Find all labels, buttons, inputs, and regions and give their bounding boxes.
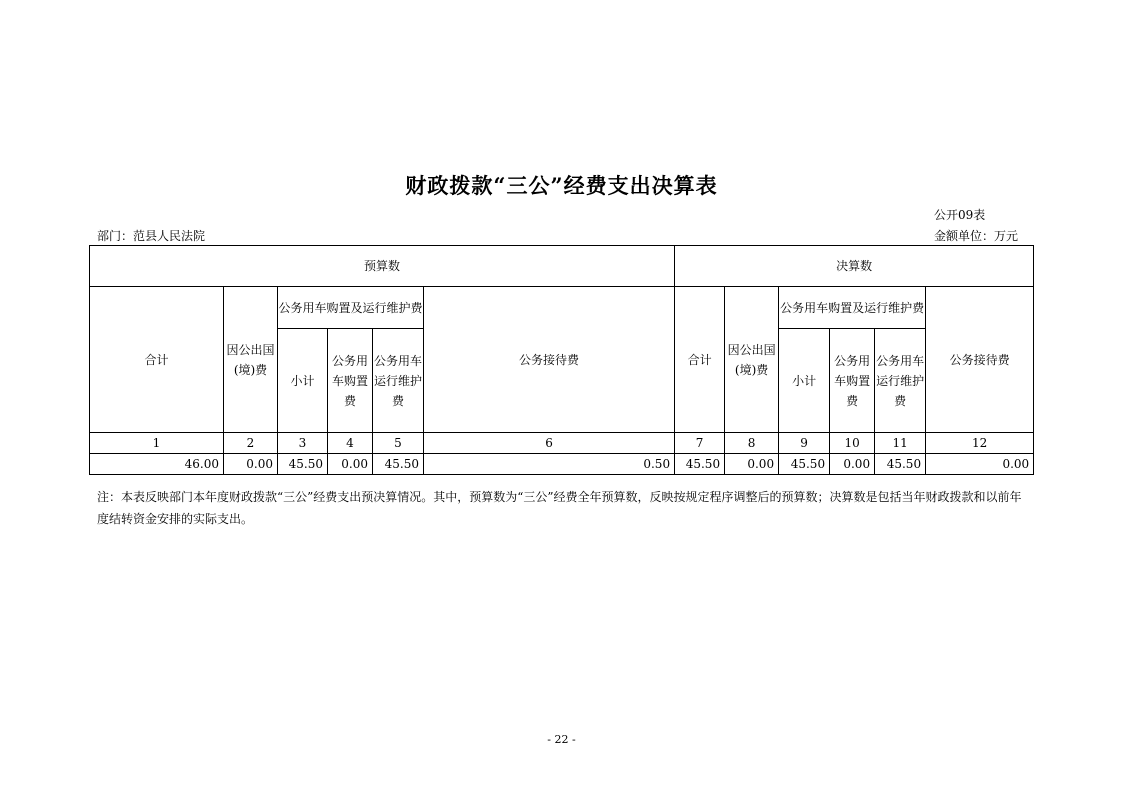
value-cell: 45.50 <box>779 454 830 475</box>
column-number: 1 <box>90 433 224 454</box>
page-number: - 22 - <box>547 733 576 746</box>
value-cell: 45.50 <box>875 454 926 475</box>
value-cell: 45.50 <box>278 454 328 475</box>
final-purchase-header: 公务用车购置费 <box>830 329 875 433</box>
value-cell: 0.00 <box>725 454 779 475</box>
form-code: 公开09表 <box>934 208 986 222</box>
final-reception-header: 公务接待费 <box>926 287 1034 433</box>
column-number: 8 <box>725 433 779 454</box>
final-subtotal-header: 小计 <box>779 329 830 433</box>
department-label: 部门：范县人民法院 <box>97 229 206 243</box>
budget-reception-header: 公务接待费 <box>424 287 675 433</box>
column-number: 4 <box>328 433 373 454</box>
value-cell: 0.00 <box>328 454 373 475</box>
three-public-expenses-table <box>89 245 1034 475</box>
group-header-row <box>90 246 1034 287</box>
column-number: 11 <box>875 433 926 454</box>
value-cell: 0.00 <box>830 454 875 475</box>
value-cell: 45.50 <box>373 454 424 475</box>
budget-group-header: 预算数 <box>90 246 675 287</box>
page-title: 财政拨款“三公”经费支出决算表 <box>405 173 718 198</box>
value-cell: 45.50 <box>675 454 725 475</box>
value-cell: 0.00 <box>224 454 278 475</box>
column-number: 9 <box>779 433 830 454</box>
budget-purchase-header: 公务用车购置费 <box>328 329 373 433</box>
column-number: 2 <box>224 433 278 454</box>
column-number: 5 <box>373 433 424 454</box>
column-number: 3 <box>278 433 328 454</box>
budget-operation-header: 公务用车运行维护费 <box>373 329 424 433</box>
final-operation-header: 公务用车运行维护费 <box>875 329 926 433</box>
budget-total-header: 合计 <box>90 287 224 433</box>
final-abroad-header: 因公出国(境)费 <box>725 287 779 433</box>
budget-abroad-header: 因公出国(境)费 <box>224 287 278 433</box>
column-number: 6 <box>424 433 675 454</box>
value-cell: 0.00 <box>926 454 1034 475</box>
table-note: 注：本表反映部门本年度财政拨款“三公”经费支出预决算情况。其中，预算数为“三公”经费全年预算数，反映按规定程序调整后的预算数；决算数是包括当年财政拨款和以前年度结转资金安排的实际支出。 <box>97 490 1022 526</box>
column-number: 10 <box>830 433 875 454</box>
header-row-1 <box>90 287 1034 329</box>
column-number: 7 <box>675 433 725 454</box>
final-group-header: 决算数 <box>675 246 1034 287</box>
value-row <box>90 454 1034 475</box>
unit-label: 金额单位：万元 <box>934 229 1019 243</box>
final-total-header: 合计 <box>675 287 725 433</box>
value-cell: 46.00 <box>90 454 224 475</box>
column-number-row <box>90 433 1034 454</box>
value-cell: 0.50 <box>424 454 675 475</box>
final-vehicle-header: 公务用车购置及运行维护费 <box>779 287 926 329</box>
budget-subtotal-header: 小计 <box>278 329 328 433</box>
column-number: 12 <box>926 433 1034 454</box>
budget-vehicle-header: 公务用车购置及运行维护费 <box>278 287 424 329</box>
